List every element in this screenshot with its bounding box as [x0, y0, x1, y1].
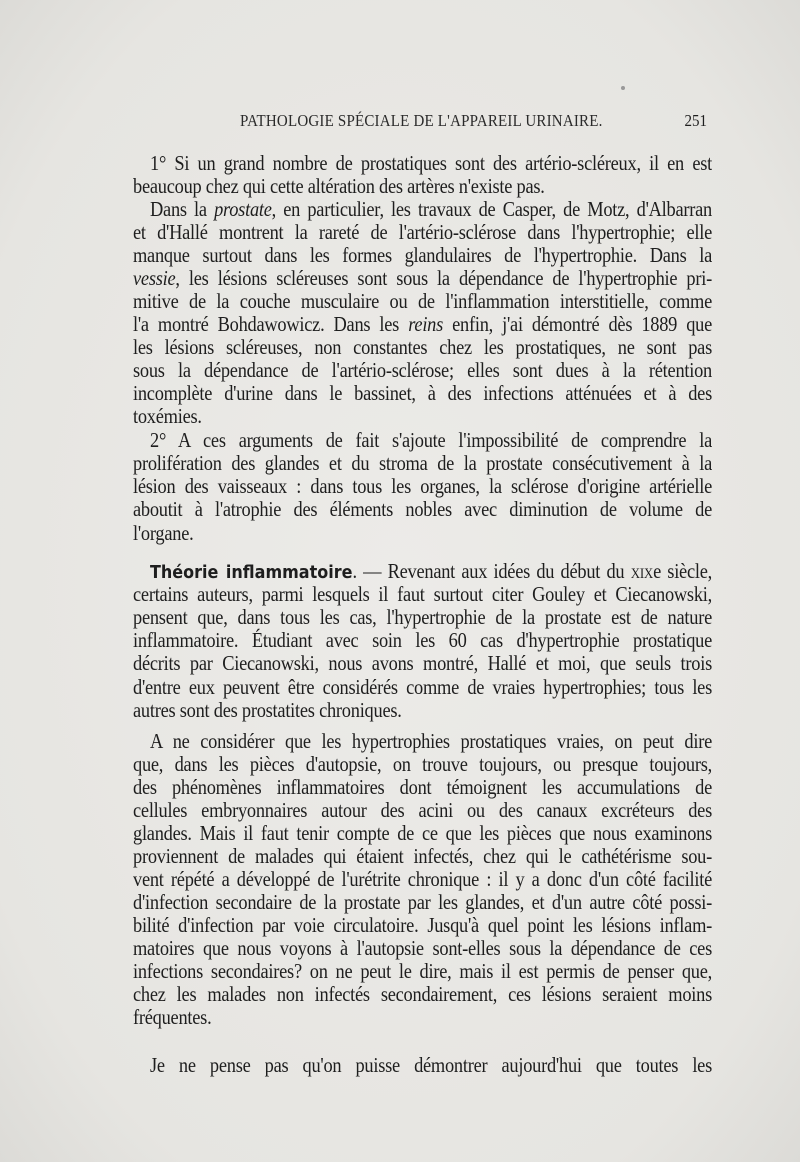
text-segment: autres sont des prostatites chroniques.	[133, 699, 402, 722]
text-segment: cellules embryonnaires autour des acini ou des canaux excréteurs des	[133, 799, 712, 822]
italic-term: prostate	[214, 198, 272, 221]
text-segment: l'organe.	[133, 522, 194, 545]
text-segment: mitive de la couche musculaire ou de l'inflammation interstitielle, comme	[133, 290, 712, 313]
text-segment: . — Revenant aux idées du début du	[352, 560, 631, 583]
text-line	[133, 650, 712, 677]
text-segment: certains auteurs, parmi lesquels il faut surtout citer Gouley et Ciecanowski,	[133, 583, 712, 606]
text-segment: Je ne pense pas qu'on puisse démontrer aujourd'hui que toutes les	[150, 1054, 712, 1077]
text-segment: 2° A ces arguments de fait s'ajoute l'impossibilité de comprendre la	[150, 429, 712, 452]
text-segment: lésion des vaisseaux : dans tous les organes, la sclérose d'origine artérielle	[133, 475, 712, 498]
text-segment: toxémies.	[133, 405, 202, 428]
text-segment: l'a montré Bohdawowicz. Dans les	[133, 313, 409, 336]
text-segment: infections secondaires? on ne peut le dire, mais il est permis de penser que,	[133, 960, 712, 983]
text-segment: d'infection secondaire de la prostate par les glandes, et d'un autre côté possi-	[133, 891, 712, 914]
paper-speck	[621, 86, 625, 90]
text-segment: matoires que nous voyons à l'autopsie sont-elles sous la dépendance de ces	[133, 937, 712, 960]
text-segment: chez les malades non infectés secondairement, ces lésions seraient moins	[133, 983, 712, 1006]
text-segment: , les lésions scléreuses sont sous la dépendance de l'hypertrophie pri-	[175, 267, 712, 290]
text-segment: manque surtout dans les formes glandulaires de l'hypertrophie. Dans la	[133, 244, 712, 267]
text-segment: bilité d'infection par voie circulatoire. Jusqu'à quel point les lésions inflam-	[133, 914, 712, 937]
text-segment: Dans la	[150, 198, 215, 221]
text-segment: e siècle,	[653, 560, 712, 583]
running-header: PATHOLOGIE SPÉCIALE DE L'APPAREIL URINAIRE.	[240, 112, 603, 131]
text-line	[133, 403, 712, 430]
text-segment: les lésions scléreuses, non constantes chez les prostatiques, ne sont pas	[133, 336, 712, 359]
text-segment: des phénomènes inflammatoires dont témoignent les accumulations de	[133, 776, 712, 799]
text-segment: d'entre eux peuvent être considérés comme de vraies hypertrophies; tous les	[133, 676, 712, 699]
text-segment: sous la dépendance de l'artério-sclérose; elles sont dues à la rétention	[133, 359, 712, 382]
text-segment: inflammatoire. Étudiant avec soin les 60 cas d'hypertrophie prostatique	[133, 629, 712, 652]
text-line	[133, 697, 712, 724]
text-segment: A ne considérer que les hypertrophies prostatiques vraies, on peut dire	[150, 730, 712, 753]
text-segment: aboutit à l'atrophie des éléments nobles avec diminution de volume de	[133, 498, 712, 521]
text-line	[133, 1004, 712, 1031]
text-line	[133, 496, 712, 523]
text-segment: et d'Hallé montrent la rareté de l'artério-sclérose dans l'hypertrophie; elle	[133, 221, 712, 244]
text-segment: enfin, j'ai démontré dès 1889 que	[443, 313, 712, 336]
text-line	[133, 1052, 712, 1079]
text-segment: , en particulier, les travaux de Casper, de Motz, d'Albarran	[271, 198, 712, 221]
text-line	[133, 520, 712, 547]
italic-term: reins	[408, 313, 444, 336]
text-segment: que, dans les pièces d'autopsie, on trouve toujours, ou presque toujours,	[133, 753, 712, 776]
text-segment: incomplète d'urine dans le bassinet, à des infections atténuées et à des	[133, 382, 712, 405]
text-segment: proviennent de malades qui étaient infectés, chez qui le cathétérisme sou-	[133, 845, 712, 868]
text-segment: décrits par Ciecanowski, nous avons montré, Hallé et moi, que seuls trois	[133, 652, 712, 675]
text-segment: XIX	[630, 564, 654, 582]
text-segment: fréquentes.	[133, 1006, 212, 1029]
text-segment: beaucoup chez qui cette altération des artères n'existe pas.	[133, 175, 545, 198]
section-heading: Théorie inflammatoire	[150, 561, 353, 583]
text-segment: pensent que, dans tous les cas, l'hypertrophie de la prostate est de nature	[133, 606, 712, 629]
text-segment: glandes. Mais il faut tenir compte de ce que les pièces que nous examinons	[133, 822, 712, 845]
text-segment: 1° Si un grand nombre de prostatiques sont des artério-scléreux, il en est	[150, 152, 712, 175]
text-segment: prolifération des glandes et du stroma de la prostate consécutivement à la	[133, 452, 712, 475]
text-segment: vent répété a développé de l'urétrite chronique : il y a donc d'un côté facilité	[133, 868, 712, 891]
italic-term: vessie	[133, 267, 176, 290]
page-number: 251	[684, 112, 707, 131]
